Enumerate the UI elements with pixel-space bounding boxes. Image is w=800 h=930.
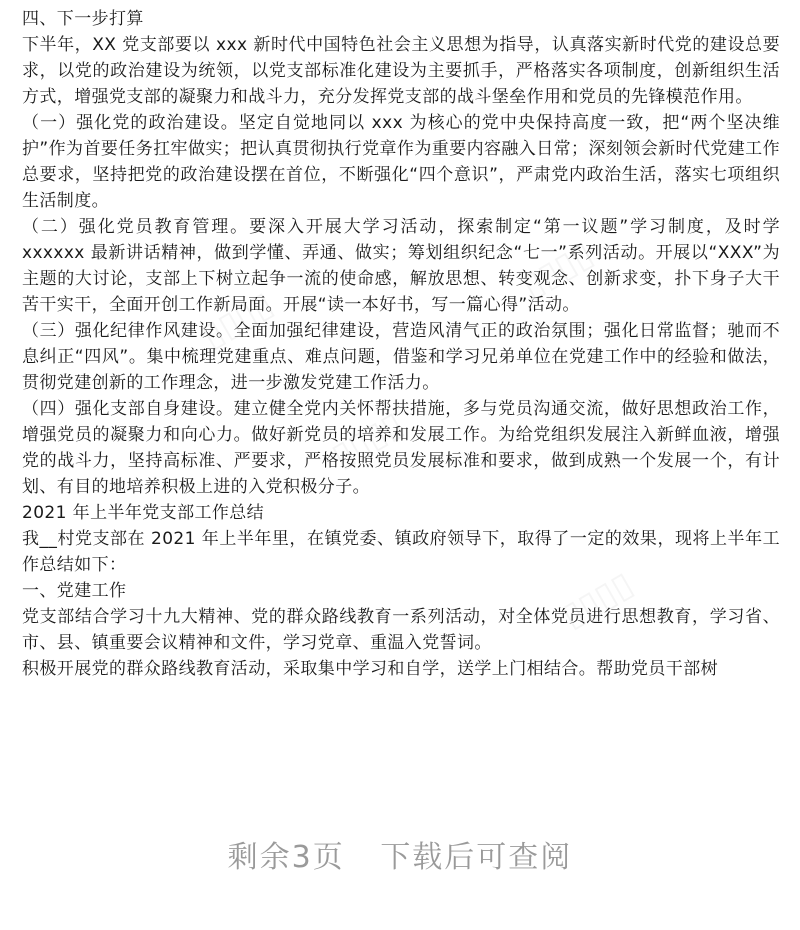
preview-footer[interactable] bbox=[0, 832, 800, 876]
paragraph: 党支部结合学习十九大精神、党的群众路线教育一系列活动，对全体党员进行思想教育，学习省、市、县、镇重要会议精神和文件，学习党章、重温入党誓词。 bbox=[22, 607, 780, 653]
document-body bbox=[22, 6, 780, 682]
watermark: ▯▯▯▯ bbox=[195, 283, 280, 357]
remaining-pages-label: 剩余3页 bbox=[227, 840, 345, 875]
download-to-view-label[interactable]: 下载后可查阅 bbox=[380, 840, 573, 875]
watermark: ▯▯▯▯ bbox=[555, 563, 640, 637]
watermark: ▯▯▯▯ bbox=[515, 233, 600, 307]
paragraph: 积极开展党的群众路线教育活动，采取集中学习和自学，送学上门相结合。帮助党员干部树 bbox=[22, 659, 718, 679]
paragraph: （一）强化党的政治建设。坚定自觉地同以 xxx 为核心的党中央保持高度一致，把“两个坚决维护”作为首要任务扛牢做实；把认真贯彻执行党章作为重要内容融入日常；深刻领会新时代党建工作总要求，坚持把党的政治建设摆在首位，不断强化“四个意识”，严肃党内政治生活，落实七项组织生活制度。 bbox=[22, 113, 780, 211]
section-heading: 四、下一步打算 bbox=[22, 9, 144, 29]
paragraph: （三）强化纪律作风建设。全面加强纪律建设，营造风清气正的政治氛围；强化日常监督；驰而不息纠正“四风”。集中梳理党建重点、难点问题，借鉴和学习兄弟单位在党建工作中的经验和做法，贯彻党建创新的工作理念，进一步激发党建工作活力。 bbox=[22, 321, 780, 393]
paragraph: （二）强化党员教育管理。要深入开展大学习活动，探索制定“第一议题”学习制度，及时学 xxxxxx 最新讲话精神，做到学懂、弄通、做实；筹划组织纪念“七一”系列活动。开展以“XXX”为主题的大讨论，支部上下树立起争一流的使命感，解放思想、转变观念、创新求变，扑下身子大干苦干实干，全面开创工作新局面。开展“读一本好书，写一篇心得”活动。 bbox=[22, 217, 780, 315]
watermark: ▯▯▯▯ bbox=[325, 403, 410, 477]
paragraph: 我__村党支部在 2021 年上半年里，在镇党委、镇政府领导下，取得了一定的效果，现将上半年工作总结如下： bbox=[22, 529, 780, 575]
paragraph: 下半年，XX 党支部要以 xxx 新时代中国特色社会主义思想为指导，认真落实新时代党的建设总要求，以党的政治建设为统领，以党支部标准化建设为主要抓手，严格落实各项制度，创新组织生活方式，增强党支部的凝聚力和战斗力，充分发挥党支部的战斗堡垒作用和党员的先锋模范作用。 bbox=[22, 35, 780, 107]
section-heading: 一、党建工作 bbox=[22, 581, 127, 601]
paragraph: （四）强化支部自身建设。建立健全党内关怀帮扶措施，多与党员沟通交流，做好思想政治工作，增强党员的凝聚力和向心力。做好新党员的培养和发展工作。为给党组织发展注入新鲜血液，增强党的战斗力，坚持高标准、严要求，严格按照党员发展标准和要求，做到成熟一个发展一个，有计划、有目的地培养积极上进的入党积极分子。 bbox=[22, 399, 780, 497]
document-title: 2021 年上半年党支部工作总结 bbox=[22, 503, 265, 523]
